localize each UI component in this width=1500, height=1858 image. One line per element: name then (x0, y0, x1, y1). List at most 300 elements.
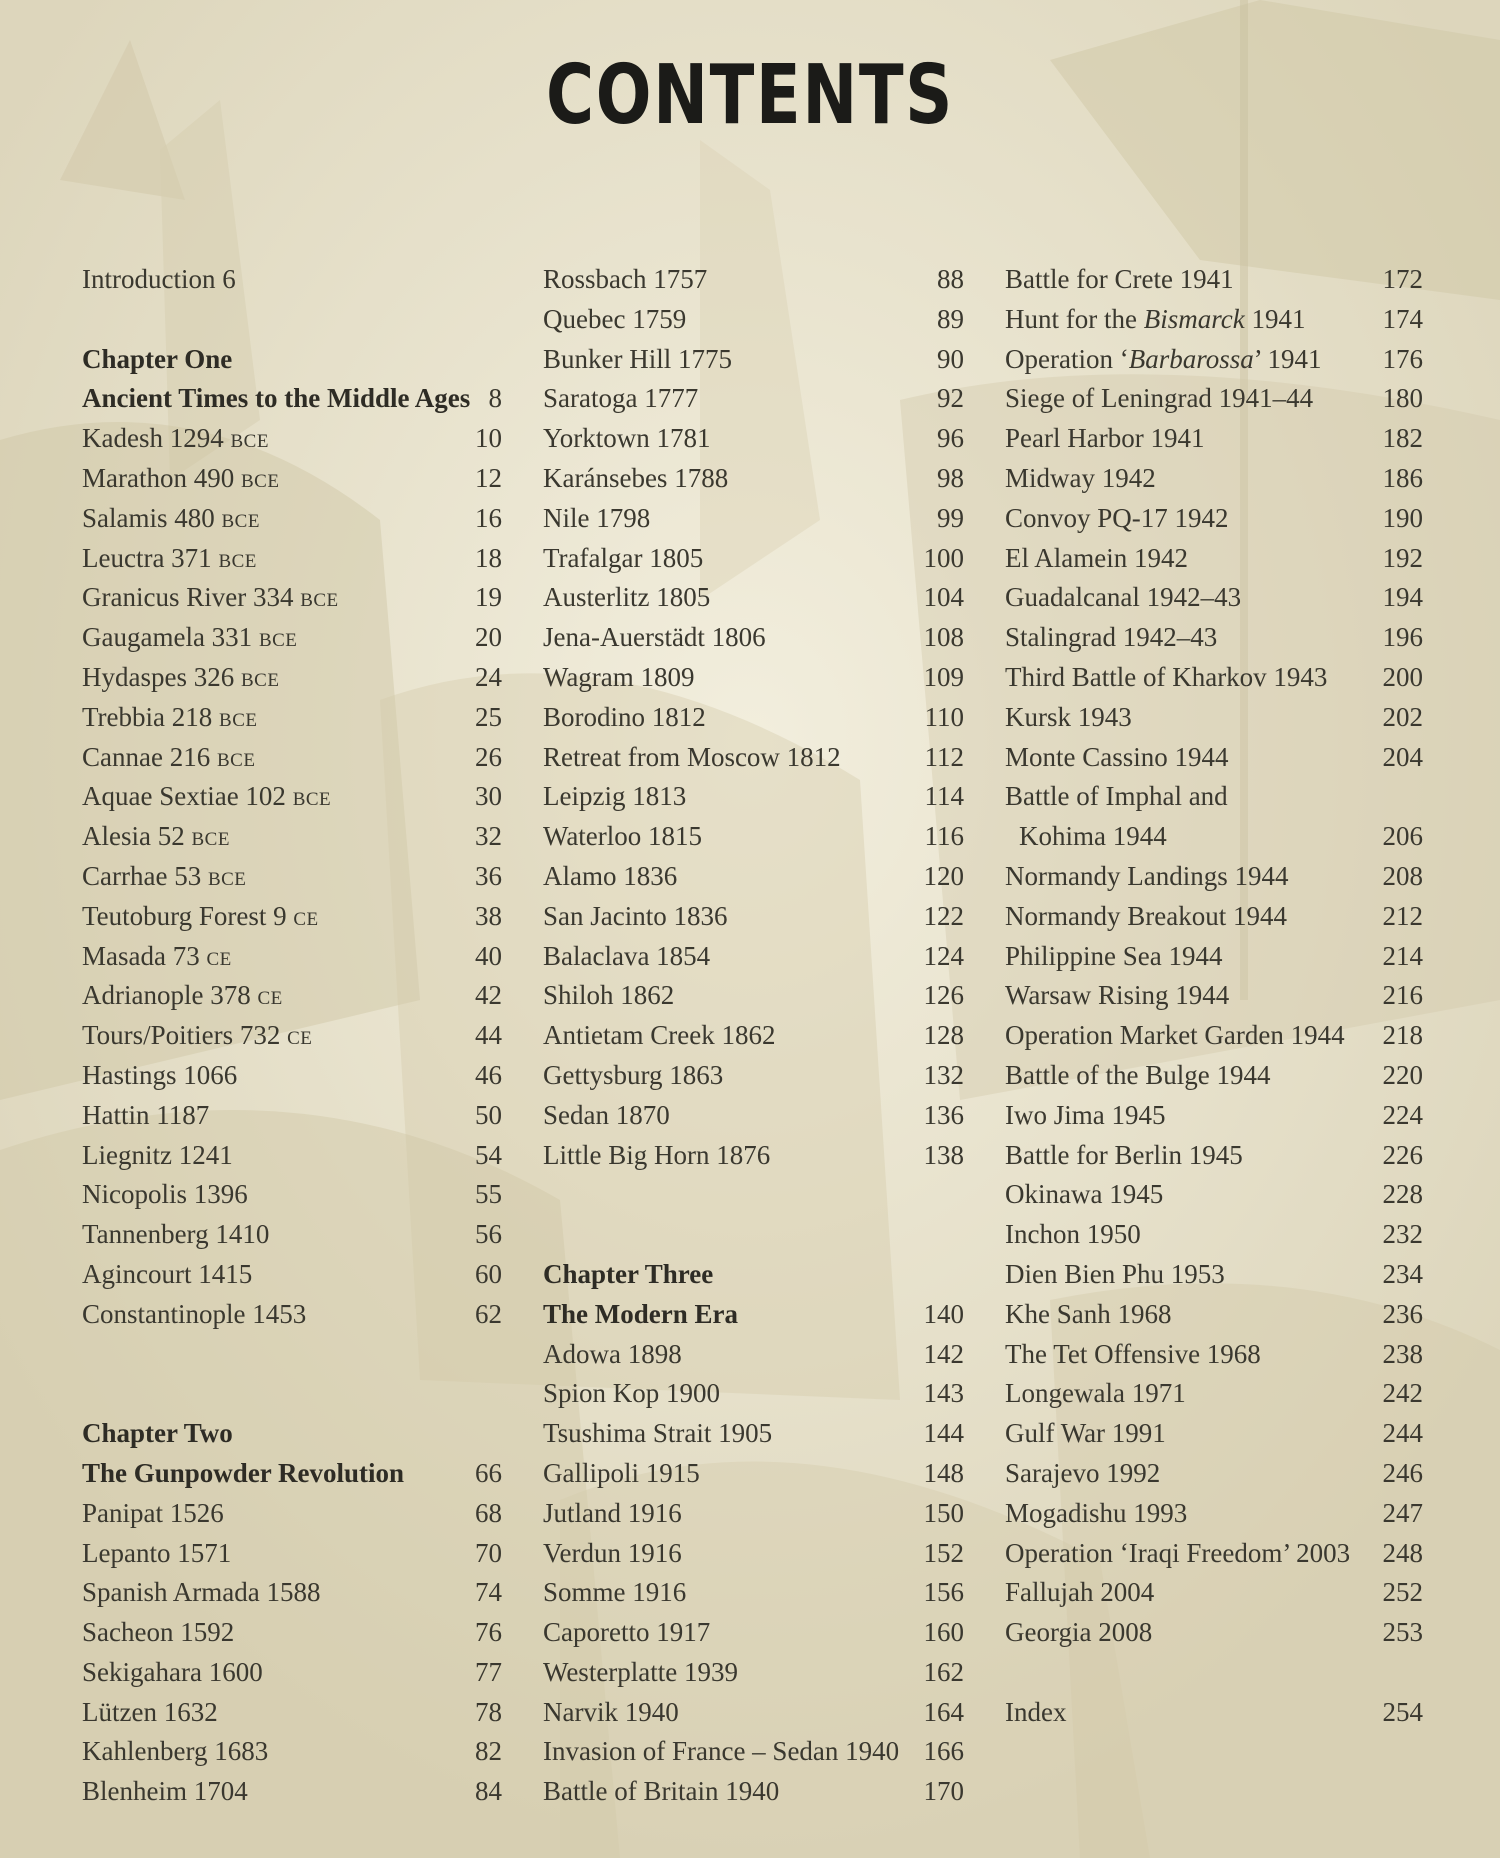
era-suffix: CE (206, 948, 232, 970)
toc-entry-title: Operation ‘Barbarossa’ 1941 (1005, 343, 1322, 374)
toc-entry (1005, 1335, 1423, 1375)
toc-entry-page: 122 (923, 900, 964, 931)
toc-entry-title: Antietam Creek 1862 (543, 1020, 776, 1051)
toc-entry-title: Gulf War 1991 (1005, 1418, 1166, 1449)
toc-entry-title: Spanish Armada 1588 (82, 1577, 321, 1608)
toc-entry-title: Bunker Hill 1775 (543, 343, 732, 374)
toc-entry-title: Sedan 1870 (543, 1099, 670, 1130)
toc-entry-title: Leipzig 1813 (543, 781, 687, 812)
toc-entry (543, 738, 964, 778)
toc-entry-title: Hattin 1187 (82, 1099, 210, 1130)
toc-entry-title: Philippine Sea 1944 (1005, 940, 1223, 971)
toc-entry (82, 897, 502, 937)
toc-entry-page: 220 (1382, 1059, 1423, 1090)
toc-entry-title: Trebbia 218 BCE (82, 701, 258, 732)
toc-entry-page: 128 (923, 1020, 964, 1051)
toc-entry-page: 244 (1382, 1418, 1423, 1449)
toc-entry-page: 144 (923, 1418, 964, 1449)
toc-entry-page: 99 (937, 502, 964, 533)
toc-entry-title: Leuctra 371 BCE (82, 542, 257, 573)
toc-entry (543, 1693, 964, 1733)
toc-chapter-heading (82, 379, 502, 419)
toc-column-1 (82, 260, 502, 1812)
toc-entry-page: 248 (1382, 1537, 1423, 1568)
toc-entry (82, 976, 502, 1016)
toc-entry (1005, 976, 1423, 1016)
toc-entry-title: Normandy Breakout 1944 (1005, 900, 1287, 931)
toc-entry-title: Cannae 216 BCE (82, 741, 256, 772)
toc-entry-page: 76 (475, 1617, 502, 1648)
toc-entry (543, 1016, 964, 1056)
toc-entry (543, 578, 964, 618)
toc-entry-page: 46 (475, 1059, 502, 1090)
toc-entry-page: 60 (475, 1258, 502, 1289)
page-title: CONTENTS (545, 48, 955, 143)
toc-entry-title: Somme 1916 (543, 1577, 687, 1608)
toc-entry (82, 1494, 502, 1534)
toc-entry-page: 172 (1382, 264, 1423, 294)
toc-chapter-heading (543, 1295, 964, 1335)
toc-chapter-heading (82, 340, 502, 380)
toc-entry-page: 174 (1382, 303, 1423, 334)
toc-entry-page: 89 (937, 303, 964, 334)
toc-entry-page: 136 (923, 1099, 964, 1130)
toc-entry (1005, 897, 1423, 937)
toc-entry (1005, 1534, 1423, 1574)
toc-entry-title: Tsushima Strait 1905 (543, 1418, 773, 1449)
toc-entry-page: 166 (923, 1736, 964, 1767)
toc-entry-title: El Alamein 1942 (1005, 542, 1188, 573)
toc-entry-title: Shiloh 1862 (543, 980, 675, 1011)
toc-spacer (1005, 1653, 1423, 1693)
toc-entry-title: Salamis 480 BCE (82, 502, 260, 533)
toc-entry (1005, 1056, 1423, 1096)
era-suffix: BCE (207, 868, 247, 890)
toc-entry (1005, 698, 1423, 738)
era-suffix: CE (257, 988, 283, 1010)
era-suffix: BCE (300, 590, 339, 612)
toc-entry-page: 204 (1382, 741, 1423, 772)
toc-entry-page: 253 (1382, 1617, 1423, 1648)
toc-entry (82, 1255, 502, 1295)
era-suffix: BCE (218, 550, 257, 572)
era-suffix: BCE (191, 829, 230, 851)
toc-entry-title: Hunt for the Bismarck 1941 (1005, 303, 1306, 334)
toc-entry-title: Masada 73 CE (82, 940, 232, 971)
toc-entry-title: Verdun 1916 (543, 1537, 682, 1568)
toc-entry (82, 1016, 502, 1056)
toc-entry-page: 104 (923, 582, 964, 613)
toc-entry-page: 30 (475, 781, 502, 812)
toc-entry-page: 114 (924, 781, 964, 812)
toc-entry-page: 252 (1382, 1577, 1423, 1608)
toc-entry-page: 164 (923, 1696, 964, 1727)
toc-entry-title: Trafalgar 1805 (543, 542, 704, 573)
toc-entry (543, 1454, 964, 1494)
toc-entry-page: 32 (475, 821, 502, 852)
toc-entry (543, 1056, 964, 1096)
toc-entry-page: 92 (937, 383, 964, 414)
toc-entry (1005, 1215, 1423, 1255)
toc-entry-title: The Tet Offensive 1968 (1005, 1338, 1261, 1369)
toc-entry-page: 98 (937, 462, 964, 493)
toc-entry-title: Adowa 1898 (543, 1338, 682, 1369)
toc-entry-title: Battle for Crete 1941 (1005, 264, 1234, 294)
toc-entry-title: Saratoga 1777 (543, 383, 699, 414)
toc-entry (1005, 419, 1423, 459)
toc-entry-title: The Modern Era (543, 1298, 738, 1329)
toc-entry (82, 618, 502, 658)
toc-entry (543, 1136, 964, 1176)
toc-entry (1005, 379, 1423, 419)
toc-entry-title: Yorktown 1781 (543, 423, 711, 454)
toc-entry-page: 212 (1382, 900, 1423, 931)
toc-entry-title: Little Big Horn 1876 (543, 1139, 771, 1170)
toc-entry (543, 698, 964, 738)
toc-entry-title: Tours/Poitiers 732 CE (82, 1020, 313, 1051)
toc-entry (543, 1653, 964, 1693)
toc-entry-page: 234 (1382, 1258, 1423, 1289)
toc-entry-page: 100 (923, 542, 964, 573)
toc-entry (1005, 539, 1423, 579)
toc-entry-page: 192 (1382, 542, 1423, 573)
toc-spacer (82, 1335, 502, 1375)
toc-entry (82, 1573, 502, 1613)
toc-entry (82, 499, 502, 539)
toc-entry (82, 817, 502, 857)
toc-entry-title: Balaclava 1854 (543, 940, 711, 971)
toc-entry (543, 777, 964, 817)
toc-entry-page: 218 (1382, 1020, 1423, 1051)
toc-entry-page: 162 (923, 1656, 964, 1687)
toc-entry (82, 658, 502, 698)
toc-entry (543, 1534, 964, 1574)
toc-entry-title: Dien Bien Phu 1953 (1005, 1258, 1225, 1289)
toc-entry-title: Battle of the Bulge 1944 (1005, 1059, 1271, 1090)
toc-entry-page: 214 (1382, 940, 1423, 971)
toc-entry-italic: Barbarossa (1128, 343, 1254, 374)
toc-entry (543, 937, 964, 977)
toc-entry-title: Normandy Landings 1944 (1005, 860, 1289, 891)
toc-entry-page: 84 (475, 1776, 502, 1807)
toc-entry-page: 236 (1382, 1298, 1423, 1329)
toc-entry (82, 578, 502, 618)
toc-entry-page: 247 (1382, 1497, 1423, 1528)
toc-entry-page: 90 (937, 343, 964, 374)
toc-entry-title: Lützen 1632 (82, 1696, 218, 1727)
toc-entry-title: Warsaw Rising 1944 (1005, 980, 1230, 1011)
toc-entry (543, 658, 964, 698)
toc-entry (1005, 578, 1423, 618)
toc-entry-page: 10 (475, 423, 502, 454)
toc-spacer (82, 1374, 502, 1414)
toc-chapter-heading (82, 1454, 502, 1494)
era-suffix: BCE (258, 630, 298, 652)
toc-entry (82, 1056, 502, 1096)
toc-entry (1005, 1016, 1423, 1056)
era-suffix: CE (287, 1028, 313, 1050)
toc-entry (543, 300, 964, 340)
toc-entry (82, 1732, 502, 1772)
toc-entry-page: 19 (475, 582, 502, 613)
toc-entry-title: Retreat from Moscow 1812 (543, 741, 841, 772)
toc-entry-title: Karánsebes 1788 (543, 462, 729, 493)
toc-entry (1005, 499, 1423, 539)
toc-entry-title: Gallipoli 1915 (543, 1457, 700, 1488)
toc-entry-title: Adrianople 378 CE (82, 980, 283, 1011)
toc-entry-title: Wagram 1809 (543, 661, 695, 692)
toc-entry-page: 109 (923, 661, 964, 692)
toc-entry (82, 1175, 502, 1215)
toc-entry (1005, 300, 1423, 340)
toc-entry-page: 24 (475, 661, 502, 692)
toc-entry (82, 1096, 502, 1136)
toc-entry-title: Hydaspes 326 BCE (82, 661, 280, 692)
toc-entry-page: 242 (1382, 1378, 1423, 1409)
toc-entry-title: Liegnitz 1241 (82, 1139, 233, 1170)
toc-entry-page: 140 (923, 1298, 964, 1329)
toc-entry-title: Spion Kop 1900 (543, 1378, 721, 1409)
toc-entry-title: Georgia 2008 (1005, 1617, 1153, 1648)
toc-entry (82, 1295, 502, 1335)
toc-entry-page: 38 (475, 900, 502, 931)
toc-entry-title: Hastings 1066 (82, 1059, 238, 1090)
toc-entry (82, 937, 502, 977)
toc-entry-title: Chapter One (82, 343, 233, 374)
toc-entry-page: 216 (1382, 980, 1423, 1011)
toc-entry-title: Jutland 1916 (543, 1497, 682, 1528)
toc-entry (1005, 260, 1423, 300)
toc-entry-title: Chapter Three (543, 1258, 714, 1289)
toc-entry-page: 54 (475, 1139, 502, 1170)
toc-entry (1005, 937, 1423, 977)
toc-entry-title: Narvik 1940 (543, 1696, 679, 1727)
toc-entry-title: Okinawa 1945 (1005, 1179, 1164, 1210)
toc-entry-title: Nicopolis 1396 (82, 1179, 248, 1210)
toc-entry-title: Battle of Britain 1940 (543, 1776, 780, 1807)
toc-entry-page: 150 (923, 1497, 964, 1528)
toc-entry (82, 1693, 502, 1733)
toc-entry (1005, 459, 1423, 499)
toc-entry (82, 1613, 502, 1653)
toc-entry-page: 78 (475, 1696, 502, 1727)
toc-entry-title: Sekigahara 1600 (82, 1656, 263, 1687)
toc-entry-page: 160 (923, 1617, 964, 1648)
toc-entry-title: Gaugamela 331 BCE (82, 622, 298, 653)
toc-entry-title: Sarajevo 1992 (1005, 1457, 1161, 1488)
era-suffix: BCE (240, 669, 280, 691)
toc-entry (82, 1653, 502, 1693)
toc-entry-title: Chapter Two (82, 1418, 233, 1449)
toc-entry-page: 142 (923, 1338, 964, 1369)
toc-entry (543, 1573, 964, 1613)
toc-entry-page: 70 (475, 1537, 502, 1568)
toc-entry-page: 44 (475, 1020, 502, 1051)
toc-entry-title: Panipat 1526 (82, 1497, 224, 1528)
toc-entry-title: The Gunpowder Revolution (82, 1457, 405, 1488)
era-suffix: BCE (216, 749, 256, 771)
toc-entry-page: 232 (1382, 1219, 1423, 1250)
toc-entry-page: 82 (475, 1736, 502, 1767)
toc-entry-title: Iwo Jima 1945 (1005, 1099, 1166, 1130)
toc-entry-page: 36 (475, 860, 502, 891)
toc-entry-page: 208 (1382, 860, 1423, 891)
toc-entry-page: 156 (923, 1577, 964, 1608)
toc-entry-title: Inchon 1950 (1005, 1219, 1141, 1250)
toc-entry-page: 112 (924, 741, 964, 772)
toc-entry-page: 42 (475, 980, 502, 1011)
toc-entry-page: 12 (475, 462, 502, 493)
toc-entry-page: 18 (475, 542, 502, 573)
toc-entry-page: 56 (475, 1219, 502, 1250)
toc-entry-title: Marathon 490 BCE (82, 462, 280, 493)
toc-entry (1005, 1573, 1423, 1613)
toc-entry (543, 419, 964, 459)
toc-entry-page: 68 (475, 1497, 502, 1528)
toc-entry-title: Kohima 1944 (1019, 821, 1167, 852)
toc-entry (82, 1215, 502, 1255)
toc-entry-title: San Jacinto 1836 (543, 900, 728, 931)
toc-entry (82, 1136, 502, 1176)
toc-entry-title: Agincourt 1415 (82, 1258, 253, 1289)
era-suffix: BCE (240, 470, 280, 492)
toc-entry (543, 1374, 964, 1414)
toc-entry-title: Tannenberg 1410 (82, 1219, 270, 1250)
toc-entry-title: Fallujah 2004 (1005, 1577, 1155, 1608)
toc-entry (1005, 1693, 1423, 1733)
toc-entry-page: 246 (1382, 1457, 1423, 1488)
toc-entry-page: 26 (475, 741, 502, 772)
toc-entry-page: 182 (1382, 423, 1423, 454)
toc-entry (1005, 1175, 1423, 1215)
toc-entry (1005, 1494, 1423, 1534)
era-suffix: BCE (219, 709, 258, 731)
toc-entry (543, 857, 964, 897)
era-suffix: BCE (230, 431, 269, 453)
toc-entry-title: Invasion of France – Sedan 1940 (543, 1736, 900, 1767)
toc-chapter-heading (543, 1255, 964, 1295)
toc-entry-page: 202 (1382, 701, 1423, 732)
toc-entry-italic: Bismarck (1143, 303, 1245, 334)
toc-entry-title: Midway 1942 (1005, 462, 1156, 493)
toc-entry (543, 379, 964, 419)
toc-entry-page: 110 (924, 701, 964, 732)
toc-entry (1005, 1613, 1423, 1653)
toc-entry (543, 897, 964, 937)
toc-entry-page: 120 (923, 860, 964, 891)
toc-entry-page: 126 (923, 980, 964, 1011)
toc-entry (543, 618, 964, 658)
toc-entry (543, 1335, 964, 1375)
toc-entry (82, 260, 502, 300)
toc-entry-title: Constantinople 1453 (82, 1298, 307, 1329)
toc-entry-title: Teutoburg Forest 9 CE (82, 900, 319, 931)
toc-entry (543, 1414, 964, 1454)
toc-entry-page: 74 (475, 1577, 502, 1608)
toc-entry (543, 817, 964, 857)
toc-entry-page: 40 (475, 940, 502, 971)
toc-entry (1005, 658, 1423, 698)
toc-entry-page: 180 (1382, 383, 1423, 414)
toc-entry-title: Battle for Berlin 1945 (1005, 1139, 1243, 1170)
toc-entry (82, 539, 502, 579)
toc-entry (82, 857, 502, 897)
toc-entry (1005, 857, 1423, 897)
toc-entry-page: 96 (937, 423, 964, 454)
toc-entry-title: Kadesh 1294 BCE (82, 423, 269, 454)
toc-chapter-heading (82, 1414, 502, 1454)
toc-entry (1005, 340, 1423, 380)
toc-spacer (82, 300, 502, 340)
toc-entry (1005, 777, 1423, 817)
toc-entry-title: Lepanto 1571 (82, 1537, 232, 1568)
toc-entry (543, 976, 964, 1016)
toc-entry-title: Battle of Imphal and (1005, 781, 1228, 812)
toc-entry-title: Carrhae 53 BCE (82, 860, 247, 891)
toc-entry-page: 226 (1382, 1139, 1423, 1170)
toc-entry-title: Borodino 1812 (543, 701, 706, 732)
toc-entry (82, 459, 502, 499)
toc-entry-title: Kahlenberg 1683 (82, 1736, 269, 1767)
toc-entry-page: 62 (475, 1298, 502, 1329)
toc-entry (543, 260, 964, 300)
toc-entry (543, 340, 964, 380)
toc-entry-page: 152 (923, 1537, 964, 1568)
era-suffix: BCE (221, 510, 260, 532)
toc-entry-title: Jena-Auerstädt 1806 (543, 622, 766, 653)
toc-entry-title: Operation Market Garden 1944 (1005, 1020, 1345, 1051)
toc-entry-title: Sacheon 1592 (82, 1617, 235, 1648)
toc-entry-page: 116 (924, 821, 964, 852)
toc-entry-page: 55 (475, 1179, 502, 1210)
toc-entry-page: 16 (475, 502, 502, 533)
toc-entry (1005, 1295, 1423, 1335)
toc-entry-title: Operation ‘Iraqi Freedom’ 2003 (1005, 1537, 1351, 1568)
toc-entry-title: Alesia 52 BCE (82, 821, 230, 852)
toc-entry-title: Quebec 1759 (543, 303, 687, 334)
toc-entry (543, 499, 964, 539)
toc-entry-page: 148 (923, 1457, 964, 1488)
era-suffix: CE (293, 908, 319, 930)
toc-entry-title: Monte Cassino 1944 (1005, 741, 1229, 772)
toc-entry (543, 459, 964, 499)
toc-entry (1005, 1454, 1423, 1494)
era-suffix: BCE (292, 789, 332, 811)
toc-entry-title: Guadalcanal 1942–43 (1005, 582, 1242, 613)
toc-entry-page: 190 (1382, 502, 1423, 533)
toc-column-3 (1005, 260, 1423, 1732)
toc-entry (543, 1772, 964, 1812)
toc-entry-page: 143 (923, 1378, 964, 1409)
toc-entry (82, 738, 502, 778)
toc-column-2 (543, 260, 964, 1812)
toc-entry-title: Pearl Harbor 1941 (1005, 423, 1205, 454)
toc-entry-title: Ancient Times to the Middle Ages (82, 383, 471, 414)
toc-entry-page: 196 (1382, 622, 1423, 653)
toc-entry (1005, 1255, 1423, 1295)
toc-entry-page: 66 (475, 1457, 502, 1488)
toc-entry-page: 108 (923, 622, 964, 653)
toc-entry-title: Longewala 1971 (1005, 1378, 1186, 1409)
toc-entry (1005, 618, 1423, 658)
toc-entry (543, 1732, 964, 1772)
toc-entry-title: Nile 1798 (543, 502, 651, 533)
toc-entry-page: 224 (1382, 1099, 1423, 1130)
toc-entry-page: 8 (488, 383, 502, 414)
toc-entry-page: 20 (475, 622, 502, 653)
toc-entry-title: Mogadishu 1993 (1005, 1497, 1188, 1528)
toc-entry-page: 176 (1382, 343, 1423, 374)
